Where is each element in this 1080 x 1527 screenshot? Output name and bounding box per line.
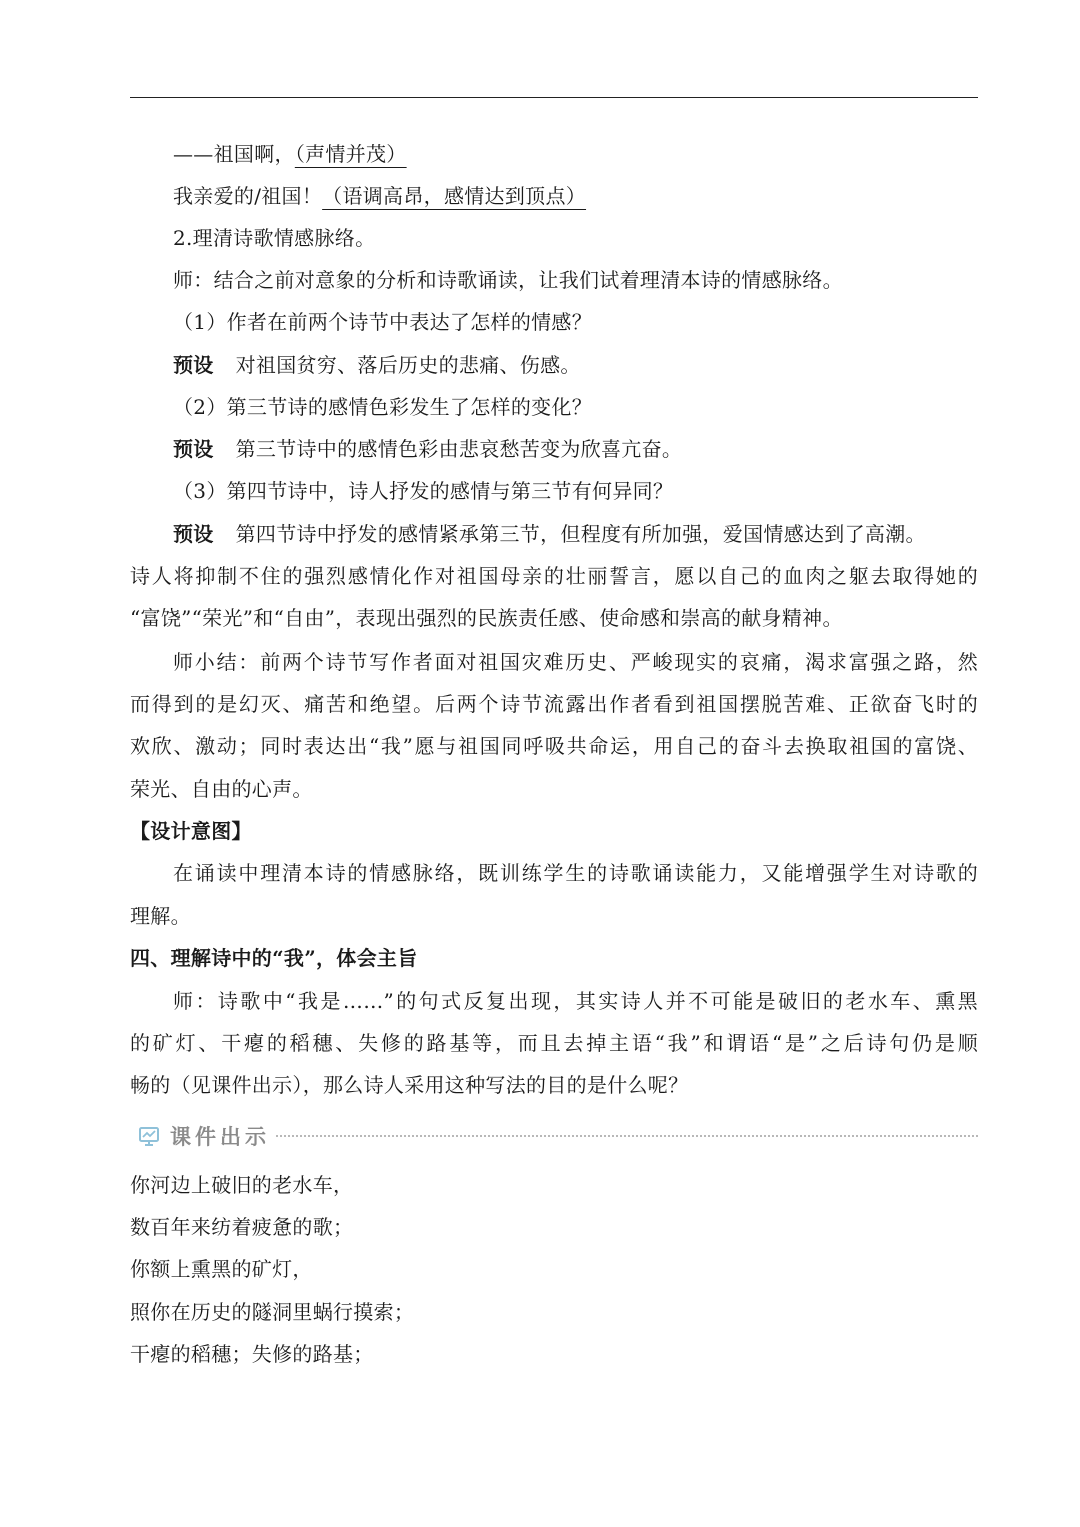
teacher-summary: 师小结：前两个诗节写作者面对祖国灾难历史、严峻现实的哀痛，渴求富强之路，然 xyxy=(173,650,978,674)
poem-line: 照你在历史的隧洞里蜗行摸索； xyxy=(130,1300,415,1324)
preset-label: 预设 xyxy=(173,437,214,461)
answer-3-cont-1: 诗人将抑制不住的强烈感情化作对祖国母亲的壮丽誓言，愿以自己的血肉之躯去取得她的 xyxy=(130,564,978,588)
answer-text: 对祖国贫穷、落后历史的悲痛、伤感。 xyxy=(235,353,581,377)
teacher-summary-cont-3: 荣光、自由的心声。 xyxy=(130,777,313,801)
presentation-icon xyxy=(138,1125,160,1147)
teacher-prompt: 师：结合之前对意象的分析和诗歌诵读，让我们试着理清本诗的情感脉络。 xyxy=(173,268,843,292)
teacher-question: 师：诗歌中“我是……”的句式反复出现，其实诗人并不可能是破旧的老水车、熏黑 xyxy=(173,989,978,1013)
step-heading: 2.理清诗歌情感脉络。 xyxy=(173,226,376,250)
design-intent-text-cont: 理解。 xyxy=(130,904,191,928)
courseware-banner xyxy=(138,1120,978,1152)
preset-label: 预设 xyxy=(173,353,214,377)
answer-3 xyxy=(173,520,978,548)
teacher-summary-cont-2: 欢欣、激动；同时表达出“我”愿与祖国同呼吸共命运，用自己的奋斗去换取祖国的富饶、 xyxy=(130,734,978,758)
header-rule xyxy=(130,97,978,98)
answer-1 xyxy=(173,351,978,379)
question-1: （1）作者在前两个诗节中表达了怎样的情感？ xyxy=(173,310,593,334)
poem-line: 干瘪的稻穗；失修的路基； xyxy=(130,1342,374,1366)
courseware-title: 课件出示 xyxy=(170,1125,270,1149)
banner-divider xyxy=(276,1135,978,1137)
answer-text: 第四节诗中抒发的感情紧承第三节，但程度有所加强，爱国情感达到了高潮。 xyxy=(235,522,926,546)
answer-text: 第三节诗中的感情色彩由悲哀愁苦变为欣喜亢奋。 xyxy=(235,437,683,461)
poem-text: ——祖国啊， xyxy=(173,142,295,166)
poem-line: 你额上熏黑的矿灯， xyxy=(130,1257,313,1281)
poem-line-recite-2 xyxy=(173,182,978,210)
poem-line: 你河边上破旧的老水车， xyxy=(130,1173,354,1197)
preset-label: 预设 xyxy=(173,522,214,546)
poem-line: 数百年来纺着疲惫的歌； xyxy=(130,1215,354,1239)
recitation-note: （语调高昂，感情达到顶点） xyxy=(322,184,587,208)
poem-text: 我亲爱的/祖国！ xyxy=(173,184,323,208)
recitation-note: （声情并茂） xyxy=(294,142,407,166)
poem-line-recite-1 xyxy=(173,140,978,168)
question-2: （2）第三节诗的感情色彩发生了怎样的变化？ xyxy=(173,395,593,419)
answer-2 xyxy=(173,435,978,463)
design-intent-text: 在诵读中理清本诗的情感脉络，既训练学生的诗歌诵读能力，又能增强学生对诗歌的 xyxy=(173,861,978,885)
design-intent-heading: 【设计意图】 xyxy=(130,819,252,843)
teacher-question-cont-1: 的矿灯、干瘪的稻穗、失修的路基等，而且去掉主语“我”和谓语“是”之后诗句仍是顺 xyxy=(130,1031,978,1055)
teacher-question-cont-2: 畅的（见课件出示），那么诗人采用这种写法的目的是什么呢？ xyxy=(130,1073,689,1097)
question-3: （3）第四节诗中，诗人抒发的感情与第三节有何异同？ xyxy=(173,479,674,503)
answer-3-cont-2: “富饶”“荣光”和“自由”，表现出强烈的民族责任感、使命感和崇高的献身精神。 xyxy=(130,606,843,630)
section-heading-4: 四、理解诗中的“我”，体会主旨 xyxy=(130,946,418,970)
teacher-summary-cont-1: 而得到的是幻灭、痛苦和绝望。后两个诗节流露出作者看到祖国摆脱苦难、正欲奋飞时的 xyxy=(130,692,978,716)
